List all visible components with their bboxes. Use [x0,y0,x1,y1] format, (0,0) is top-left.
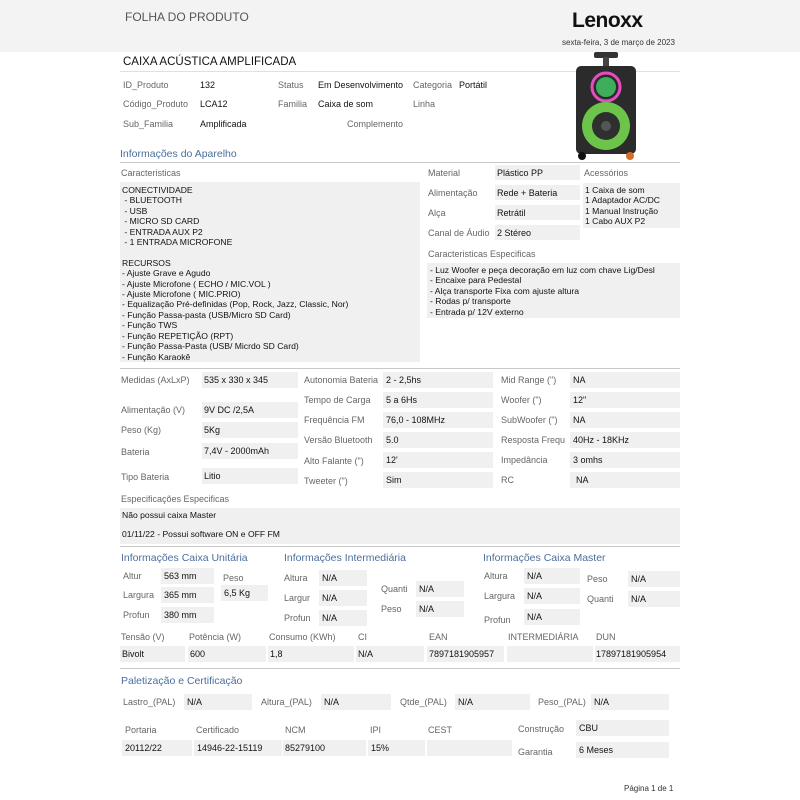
intermediate-qty-value: N/A [419,584,435,594]
speaker-woofer-cap [601,121,611,131]
unit-height-value: 563 mm [164,571,197,581]
characteristics-label: Caracteristicas [121,168,181,178]
unit-width-value: 365 mm [164,590,197,600]
dimensions-label: Medidas (AxLxP) [121,375,190,385]
speaker-size-label: Alto Falante (") [304,456,364,466]
status-value: Em Desenvolvimento [318,80,404,90]
category-value: Portátil [459,80,488,90]
master-height-value: N/A [527,571,543,581]
autonomy-label: Autonomia Bateria [304,375,379,385]
section-divider [120,162,680,163]
cest-label: CEST [428,725,453,735]
bluetooth-version-value: 5.0 [386,435,399,445]
frequency-response-value: 40Hz - 18KHz [573,435,630,445]
report-date: sexta-feira, 3 de março de 2023 [562,38,675,47]
material-value: Plástico PP [497,168,544,178]
ean-label: EAN [429,632,448,642]
dimensions-value: 535 x 330 x 345 [204,375,269,385]
pallet-height-value: N/A [324,697,340,707]
ipi-label: IPI [370,725,382,735]
intermediate-weight-label: Peso [381,604,402,614]
characteristics-text: CONECTIVIDADE - BLUETOOTH - USB - MICRO SD CARD - ENTRADA AUX P2 - 1 ENTRADA MICROFONE RECURSOS - Ajuste Grave e Agudo - Ajuste Microfone ( ECHO / MIC.VOL ) - Ajuste Microfone ( MIC.PRIO) - Equalização Pré-definidas (Pop, Rock, Jazz, Classic, Nor) - Função Passa-pasta (USB/Micro SD Card) - Função TWS - Função REPETIÇÃO (RPT) - Função Passa-Pasta (USB/ Micrdo SD Card) - Função Karaokê [122,185,349,362]
pallet-qty-value: N/A [458,697,474,707]
intermediate-height-label: Altura [284,573,308,583]
charge-time-value: 5 a 6Hs [386,395,418,405]
cest-field [427,740,512,756]
consumption-value: 1,8 [270,649,283,659]
warranty-value: 6 Meses [579,745,614,755]
specific-specs-text: Não possui caixa Master 01/11/22 - Possui software ON e OFF FM [122,510,280,539]
section-device-title: Informações do Aparelho [120,148,237,160]
remote-control-value: NA [576,475,589,485]
warranty-label: Garantia [518,747,553,757]
master-box-title: Informações Caixa Master [483,552,606,564]
weight-value: 5Kg [204,425,221,435]
impedance-label: Impedância [501,455,548,465]
midrange-field [570,372,680,388]
intermediate-qty-label: Quanti [381,584,408,594]
bluetooth-version-label: Versão Bluetooth [304,435,373,445]
pallet-qty-label: Qtde_(PAL) [400,697,447,707]
speaker-size-field [383,452,493,468]
unit-weight-value: 6,5 Kg [224,588,251,598]
specific-characteristics-label: Caracteristicas Especificas [428,249,536,259]
supply-voltage-value: 9V DC /2,5A [204,405,255,415]
line-label: Linha [413,99,436,109]
subwoofer-label: SubWoofer (") [501,415,558,425]
lastro-value: N/A [187,697,203,707]
tweeter-label: Tweeter (") [304,476,348,486]
bluetooth-version-field [383,432,493,448]
ncm-value: 85279100 [285,743,326,753]
intermediate-weight-value: N/A [419,604,435,614]
intermediate-code-label: INTERMEDIÁRIA [508,632,579,642]
wattage-value: 600 [190,649,206,659]
master-weight-value: N/A [631,574,647,584]
woofer-label: Woofer (") [501,395,542,405]
unit-height-label: Altur [123,571,142,581]
intermediate-height-value: N/A [322,573,338,583]
pallet-weight-value: N/A [594,697,610,707]
master-weight-label: Peso [587,574,608,584]
midrange-label: Mid Range (") [501,375,557,385]
master-width-label: Largura [484,591,516,601]
battery-type-value: Litio [204,471,221,481]
intermediate-box-title: Informações Intermediária [284,552,406,564]
section-divider [120,668,680,669]
charge-time-label: Tempo de Carga [304,395,371,405]
certificate-label: Certificado [196,725,240,735]
subfamily-label: Sub_Familia [123,119,174,129]
voltage-label: Tensão (V) [121,632,165,642]
material-label: Material [428,168,461,178]
speaker-handle-bar [603,57,609,67]
intermediate-width-value: N/A [322,593,338,603]
ipi-value: 15% [371,743,390,753]
id-value: 132 [200,80,216,90]
category-label: Categoria [413,80,453,90]
specific-characteristics-text: - Luz Woofer e peça decoração em luz com chave Lig/Desl - Encaixe para Pedestal - Alça transporte Fixa com ajuste altura - Rodas p/ transporte - Entrada p/ 12V externo [430,265,655,317]
intermediate-depth-label: Profun [284,613,311,623]
subwoofer-value: NA [573,415,586,425]
specific-specs-label: Especificações Especificas [121,494,230,504]
dun-value: 17897181905954 [596,649,667,659]
power-supply-label: Alimentação [428,188,478,198]
unit-width-label: Largura [123,590,155,600]
status-label: Status [278,80,304,90]
construction-label: Construção [518,724,565,734]
page-number: Página 1 de 1 [624,784,674,793]
frequency-response-label: Resposta Frequ [501,435,566,445]
supply-voltage-label: Alimentação (V) [121,405,186,415]
autonomy-value: 2 - 2,5hs [386,375,422,385]
product-name: CAIXA ACÚSTICA AMPLIFICADA [123,56,297,68]
unit-weight-label: Peso [223,573,244,583]
brand-logo: Lenoxx [572,9,643,32]
speaker-size-value: 12' [386,455,398,465]
voltage-value: Bivolt [122,649,145,659]
certificate-value: 14946-22-15119 [197,743,263,753]
page-header [0,0,800,52]
accessories-text: 1 Caixa de som 1 Adaptador AC/DC 1 Manual Instrução 1 Cabo AUX P2 [585,185,661,227]
lastro-label: Lastro_(PAL) [123,697,176,707]
battery-value: 7,4V - 2000mAh [204,446,270,456]
woofer-value: 12" [573,395,587,405]
audio-channel-label: Canal de Áudio [428,228,490,238]
ci-value: N/A [358,649,374,659]
speaker-tweeter-light [596,77,616,97]
speaker-foot [626,152,634,160]
battery-type-label: Tipo Bateria [121,472,170,482]
master-qty-value: N/A [631,594,647,604]
subwoofer-field [570,412,680,428]
intermediate-code-field [507,646,593,662]
master-qty-label: Quanti [587,594,614,604]
master-width-value: N/A [527,591,543,601]
portaria-label: Portaria [125,725,157,735]
construction-value: CBU [579,723,599,733]
fm-frequency-label: Frequência FM [304,415,365,425]
unit-depth-value: 380 mm [164,610,197,620]
master-depth-label: Profun [484,615,511,625]
handle-value: Retrátil [497,208,526,218]
master-depth-value: N/A [527,612,543,622]
tweeter-value: Sim [386,475,402,485]
wattage-label: Potência (W) [189,632,242,642]
pallet-weight-label: Peso_(PAL) [538,697,586,707]
pallet-height-label: Altura_(PAL) [261,697,312,707]
unit-box-title: Informações Caixa Unitária [121,552,248,564]
section-divider [120,546,680,547]
power-supply-value: Rede + Bateria [497,188,558,198]
speaker-wheel [578,152,586,160]
ci-label: CI [358,632,367,642]
woofer-field [570,392,680,408]
handle-label: Alça [428,208,446,218]
midrange-value: NA [573,375,586,385]
document-title: FOLHA DO PRODUTO [125,10,249,24]
family-value: Caixa de som [318,99,374,109]
battery-label: Bateria [121,447,150,457]
section-palletizing-title: Paletização e Certificação [121,675,243,687]
audio-channel-value: 2 Stéreo [497,228,532,238]
consumption-label: Consumo (KWh) [269,632,336,642]
section-divider [120,368,680,369]
family-label: Familia [278,99,308,109]
complement-label: Complemento [347,119,404,129]
code-value: LCA12 [200,99,228,109]
intermediate-depth-value: N/A [322,613,338,623]
subfamily-value: Amplificada [200,119,247,129]
portaria-value: 20112/22 [125,743,162,753]
master-height-label: Altura [484,571,508,581]
remote-control-label: RC [501,475,514,485]
intermediate-width-label: Largur [284,593,311,603]
code-label: Código_Produto [123,99,189,109]
unit-depth-label: Profun [123,610,150,620]
weight-label: Peso (Kg) [121,425,162,435]
fm-frequency-value: 76,0 - 108MHz [386,415,446,425]
ean-value: 7897181905957 [429,649,495,659]
id-label: ID_Produto [123,80,169,90]
dun-label: DUN [596,632,616,642]
impedance-value: 3 omhs [573,455,603,465]
ncm-label: NCM [285,725,306,735]
product-image [566,52,646,162]
accessories-label: Acessórios [584,168,629,178]
